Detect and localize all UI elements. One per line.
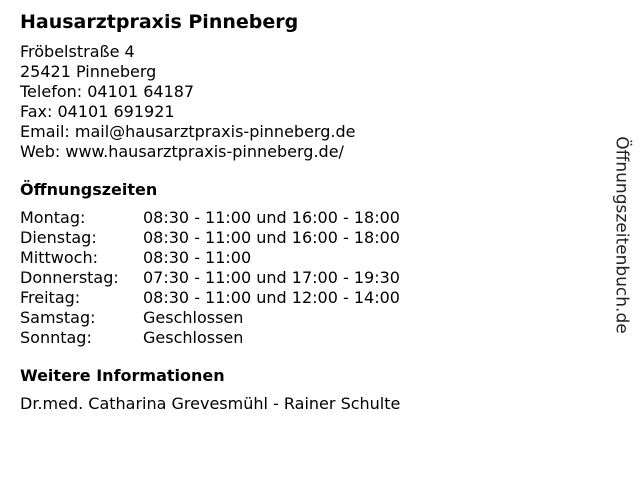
hours-day: Dienstag:	[20, 228, 97, 247]
hours-table	[20, 208, 600, 348]
web-line: Web: www.hausarztpraxis-pinneberg.de/	[20, 142, 344, 161]
hours-row	[20, 288, 600, 308]
hours-row	[20, 308, 600, 328]
hours-row	[20, 248, 600, 268]
hours-row	[20, 328, 600, 348]
hours-day: Freitag:	[20, 288, 81, 307]
city-line: 25421 Pinneberg	[20, 62, 157, 81]
phone-line: Telefon: 04101 64187	[20, 82, 195, 101]
email-line: Email: mail@hausarztpraxis-pinneberg.de	[20, 122, 356, 141]
hours-day: Mittwoch:	[20, 248, 98, 267]
brand-text: Öffnungszeitenbuch.de	[612, 136, 633, 334]
hours-row	[20, 228, 600, 248]
info-heading: Weitere Informationen	[20, 366, 225, 385]
info-text: Dr.med. Catharina Grevesmühl - Rainer Schulte	[20, 394, 401, 413]
hours-day: Sonntag:	[20, 328, 92, 347]
hours-day: Donnerstag:	[20, 268, 119, 287]
practice-card	[20, 10, 600, 414]
hours-time: 08:30 - 11:00 und 16:00 - 18:00	[143, 228, 400, 247]
hours-row	[20, 268, 600, 288]
hours-time: Geschlossen	[143, 308, 244, 327]
hours-day: Montag:	[20, 208, 86, 227]
hours-time: 08:30 - 11:00 und 12:00 - 14:00	[143, 288, 400, 307]
brand-watermark	[608, 135, 636, 335]
hours-time: 07:30 - 11:00 und 17:00 - 19:30	[143, 268, 400, 287]
hours-row	[20, 208, 600, 228]
hours-time: 08:30 - 11:00	[143, 248, 252, 267]
hours-time: Geschlossen	[143, 328, 244, 347]
address-block	[20, 42, 600, 162]
hours-time: 08:30 - 11:00 und 16:00 - 18:00	[143, 208, 400, 227]
fax-line: Fax: 04101 691921	[20, 102, 175, 121]
hours-day: Samstag:	[20, 308, 96, 327]
practice-name: Hausarztpraxis Pinneberg	[20, 11, 299, 33]
hours-heading: Öffnungszeiten	[20, 180, 158, 199]
street-line: Fröbelstraße 4	[20, 42, 135, 61]
